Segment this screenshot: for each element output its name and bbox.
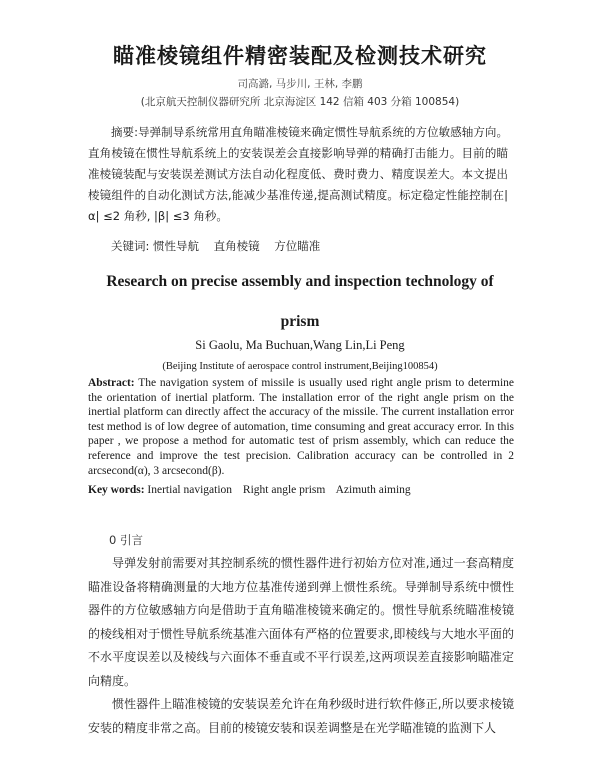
- chinese-authors: 司高潞, 马步川, 王林, 李鹏: [237, 78, 363, 90]
- chinese-title: 瞄准棱镜组件精密装配及检测技术研究: [113, 44, 487, 68]
- english-keyword: Azimuth aiming: [335, 484, 411, 496]
- english-title-line-1: Research on precise assembly and inspection technology of: [106, 273, 494, 290]
- english-keywords-label: Key words:: [88, 484, 145, 496]
- chinese-affiliation: (北京航天控制仪器研究所 北京海淀区 142 信箱 403 分箱 100854): [140, 96, 460, 108]
- chinese-keywords-label: 关键词:: [111, 239, 150, 253]
- english-authors: Si Gaolu, Ma Buchuan,Wang Lin,Li Peng: [195, 338, 405, 352]
- english-keyword: Inertial navigation: [147, 484, 233, 496]
- chinese-keyword: 方位瞄准: [274, 239, 321, 253]
- chinese-abstract: [88, 122, 508, 227]
- english-keyword: Right angle prism: [242, 484, 326, 496]
- body-paragraph: 导弹发射前需要对其控制系统的惯性器件进行初始方位对准,通过一套高精度瞄准设备将精确测量的大地方位基准传递到弹上惯性系统。导弹制导系统中惯性器件的方位敏感轴方向是借助于直角瞄准棱镜来确定的。惯性导航系统瞄准棱镜的棱线相对于惯性导航系统基准六面体有严格的位置要求,即棱线与大地水平面的不水平度误差以及棱线与六面体不垂直或不平行误差,这两项误差直接影响瞄准定向精度。: [88, 556, 514, 688]
- chinese-keywords: [111, 238, 511, 254]
- english-keywords: [88, 484, 514, 496]
- chinese-abstract-label: 摘要:: [111, 125, 138, 139]
- english-title-line-2: prism: [280, 313, 320, 330]
- chinese-abstract-text: 导弹制导系统常用直角瞄准棱镜来确定惯性导航系统的方位敏感轴方向。直角棱镜在惯性导航系统上的安装误差会直接影响导弹的精确打击能力。目前的瞄准棱镜装配与安装误差测试方法自动化程度低、费时费力、精度误差大。本文提出棱镜组件的自动化测试方法,能减少基准传递,提高测试精度。标定稳定性能控制在|α| ≤2 角秒, |β| ≤3 角秒。: [88, 125, 508, 223]
- english-title: [0, 262, 600, 342]
- section-body: [88, 552, 514, 740]
- section-heading: 0 引言: [109, 533, 143, 547]
- english-abstract-text: The navigation system of missile is usually used right angle prism to determine the orientation of inertial platform. The installation error of the right angle prism on the inertial platform can directly affect the accuracy of the missile. The current installation error test method is of low degree of automation, time consuming and great accuracy error. In this paper , we propose a method for automatic test of prism assembly, which can reduce the reference and improve the test precision. Calibration accuracy can be controlled in 2 arcsecond(α), 3 arcsecond(β).: [88, 377, 514, 477]
- english-affiliation: (Beijing Institute of aerospace control instrument,Beijing100854): [162, 361, 438, 372]
- chinese-keyword: 惯性导航: [153, 239, 200, 253]
- chinese-keyword: 直角棱镜: [213, 239, 260, 253]
- body-paragraph: 惯性器件上瞄准棱镜的安装误差允许在角秒级时进行软件修正,所以要求棱镜安装的精度非常之高。目前的棱镜安装和误差调整是在光学瞄准镜的监测下人: [88, 697, 514, 735]
- english-abstract-label: Abstract:: [88, 377, 135, 389]
- english-abstract: [88, 376, 514, 478]
